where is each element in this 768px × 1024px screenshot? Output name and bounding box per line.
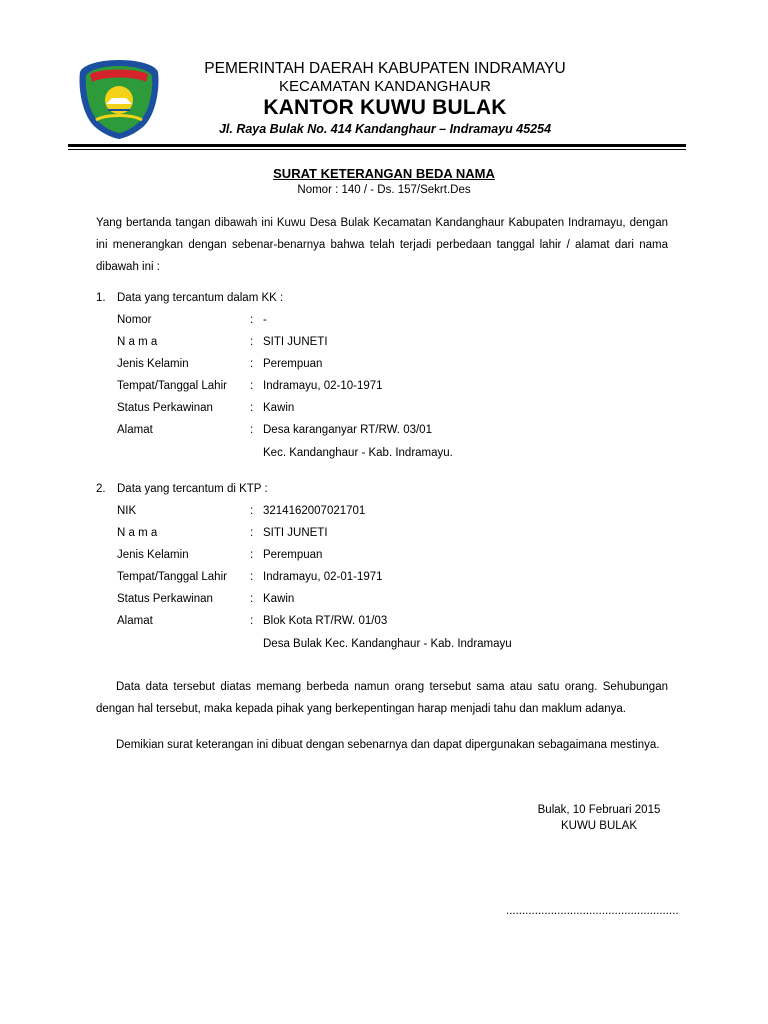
letterhead-government: PEMERINTAH DAERAH KABUPATEN INDRAMAYU (204, 60, 566, 77)
letterhead-office: KANTOR KUWU BULAK (263, 96, 507, 119)
field-label: Alamat (117, 615, 153, 627)
letterhead-address: Jl. Raya Bulak No. 414 Kandanghaur – Indramayu 45254 (218, 122, 552, 136)
field-separator: : (250, 358, 254, 370)
field-separator: : (250, 571, 254, 583)
field-label: NIK (117, 505, 137, 517)
field-label: N a m a (117, 336, 158, 348)
field-label: Status Perkawinan (117, 593, 213, 605)
field-value: Desa Bulak Kec. Kandanghaur - Kab. Indramayu (263, 638, 512, 650)
signature-line: ...................................................... (506, 905, 679, 917)
field-label: Tempat/Tanggal Lahir (117, 571, 227, 583)
signer-title: KUWU BULAK (560, 820, 638, 832)
closing-paragraph: Demikian surat keterangan ini dibuat dengan sebenarnya dan dapat dipergunakan sebagaimana mestinya. (116, 739, 660, 751)
field-value: Kec. Kandanghaur - Kab. Indramayu. (263, 447, 453, 459)
letterhead (170, 60, 600, 137)
field-separator: : (250, 505, 254, 517)
field-separator: : (250, 424, 254, 436)
field-value: Kawin (263, 402, 295, 414)
letterhead-district: KECAMATAN KANDANGHAUR (279, 78, 491, 95)
field-value: SITI JUNETI (263, 336, 328, 348)
regency-logo (76, 58, 162, 140)
section-1-title: Data yang tercantum dalam KK : (117, 292, 284, 304)
field-label: Status Perkawinan (117, 402, 213, 414)
field-label: Alamat (117, 424, 153, 436)
field-value: Indramayu, 02-01-1971 (263, 571, 383, 583)
letter-title (0, 166, 768, 181)
field-separator: : (250, 615, 254, 627)
field-separator: : (250, 336, 254, 348)
field-value: SITI JUNETI (263, 527, 328, 539)
field-separator: : (250, 402, 254, 414)
letter-number: Nomor : 140 / - Ds. 157/Sekrt.Des (297, 184, 471, 196)
field-value: Kawin (263, 593, 295, 605)
field-label: Jenis Kelamin (117, 358, 189, 370)
field-value: Indramayu, 02-10-1971 (263, 380, 383, 392)
field-value: Perempuan (263, 358, 323, 370)
field-label: Nomor (117, 314, 152, 326)
place-date: Bulak, 10 Februari 2015 (537, 804, 661, 816)
letter-title-text: SURAT KETERANGAN BEDA NAMA (273, 166, 495, 181)
letterhead-rule-thin (68, 149, 686, 150)
field-label: Tempat/Tanggal Lahir (117, 380, 227, 392)
field-label: N a m a (117, 527, 158, 539)
field-separator: : (250, 527, 254, 539)
field-separator: : (250, 549, 254, 561)
field-separator: : (250, 593, 254, 605)
intro-paragraph: Yang bertanda tangan dibawah ini Kuwu Desa Bulak Kecamatan Kandanghaur Kabupaten Indramayu, dengan ini menerangkan dengan sebenar-benarnya bahwa telah terjadi perbedaan tanggal lahir / alamat dari nama dibawah ini : (96, 217, 668, 273)
section-2-number: 2. (96, 483, 106, 495)
section-1-number: 1. (96, 292, 106, 304)
explanation-paragraph: Data data tersebut diatas memang berbeda namun orang tersebut sama atau satu orang. Sehubungan dengan hal tersebut, maka kepada pihak yang berkepentingan harap menjadi tahu dan maklum adanya. (96, 681, 668, 715)
field-value: Perempuan (263, 549, 323, 561)
field-value: 3214162007021701 (263, 505, 366, 517)
field-label: Jenis Kelamin (117, 549, 189, 561)
field-value: - (263, 314, 267, 326)
section-2-title: Data yang tercantum di KTP : (117, 483, 268, 495)
field-separator: : (250, 380, 254, 392)
letterhead-rule-thick (68, 144, 686, 147)
field-value: Desa karanganyar RT/RW. 03/01 (263, 424, 432, 436)
field-value: Blok Kota RT/RW. 01/03 (263, 615, 388, 627)
field-separator: : (250, 314, 254, 326)
